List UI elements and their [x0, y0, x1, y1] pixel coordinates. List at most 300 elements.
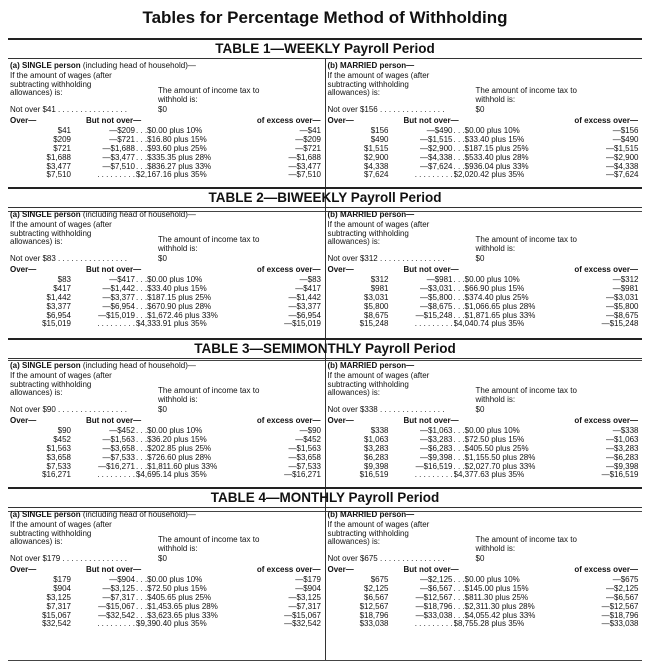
not-over-line: [328, 255, 638, 264]
of-excess-header: of excess over—: [574, 416, 638, 425]
not-over-value: . . . . . . . . .: [97, 619, 135, 629]
excess-value: —$2,900: [606, 152, 639, 162]
tax-value: . . .$33.40 plus 15%: [136, 284, 207, 293]
tax-value: . . .$0.00 plus 10%: [136, 276, 203, 284]
tax-value: . . .$836.27 plus 33%: [136, 162, 212, 171]
married-section: [326, 508, 643, 660]
if-amount-text: If the amount of wages (after subtracting withholding allowances) is:: [327, 71, 430, 97]
section-heading-label: (a) SINGLE person: [10, 210, 81, 219]
not-over-value: —$33,038: [415, 610, 453, 620]
table-row: [8, 471, 325, 480]
bracket-rows: [326, 427, 643, 480]
tax-value: . . .$1,811.60 plus 33%: [136, 462, 218, 471]
over-header: Over—: [327, 116, 354, 125]
withholding-table: [8, 38, 642, 212]
not-over-text: Not over $675 . . . . . . . . . . . . . . .: [327, 554, 445, 563]
zero-value: $0: [475, 405, 485, 414]
not-over-value: —$3,283: [420, 434, 453, 444]
over-value: $6,954: [46, 310, 71, 320]
over-value: $41: [57, 126, 71, 135]
excess-value: —$156: [612, 126, 639, 135]
excess-value: —$675: [612, 575, 639, 584]
tax-value: . . .$187.15 plus 25%: [453, 144, 529, 153]
over-value: $16,271: [42, 470, 71, 480]
over-value: $490: [370, 134, 389, 144]
over-value: $1,442: [46, 292, 71, 302]
not-over-value: . . . . . . . . .: [97, 170, 135, 180]
not-over-value: . . . . . . . . .: [414, 319, 453, 329]
over-value: $981: [370, 283, 389, 293]
section-heading-label: (b) MARRIED person—: [327, 210, 415, 219]
excess-value: —$4,338: [606, 161, 639, 171]
not-over-value: —$904: [109, 575, 135, 584]
over-value: $1,563: [46, 443, 71, 453]
over-value: $90: [57, 426, 71, 435]
over-header: Over—: [327, 416, 354, 425]
over-header: Over—: [327, 265, 354, 274]
tax-value: . . .$72.50 plus 15%: [136, 584, 207, 593]
tax-value: . . .$0.00 plus 10%: [136, 127, 203, 135]
excess-value: —$3,125: [288, 592, 321, 602]
bracket-rows: [8, 427, 325, 480]
section-heading-label: (a) SINGLE person: [10, 510, 81, 519]
excess-value: —$6,954: [288, 310, 321, 320]
table-row: [326, 320, 643, 329]
tax-value: $4,377.63 plus 35%: [453, 471, 525, 480]
over-value: $675: [370, 575, 389, 584]
table-title: TABLE 3—SEMIMONTHLY Payroll Period: [8, 338, 642, 359]
not-over-value: —$3,031: [420, 283, 453, 293]
over-value: $16,519: [359, 470, 389, 480]
over-value: $7,510: [46, 170, 71, 180]
zero-value: $0: [158, 105, 167, 114]
excess-value: —$1,563: [288, 443, 321, 453]
over-value: $9,398: [364, 461, 389, 471]
excess-value: —$312: [612, 275, 639, 284]
over-value: $3,477: [46, 161, 71, 171]
not-over-value: —$417: [109, 275, 135, 284]
not-over-value: —$1,563: [102, 434, 135, 444]
not-over-value: —$1,442: [102, 283, 135, 293]
tax-value: . . .$405.65 plus 25%: [136, 593, 212, 602]
excess-value: —$209: [295, 134, 321, 144]
excess-value: —$5,800: [606, 301, 639, 311]
not-over-value: —$7,510: [102, 161, 135, 171]
excess-value: —$15,248: [601, 319, 639, 329]
tax-value: . . .$670.90 plus 28%: [136, 302, 212, 311]
not-over-value: . . . . . . . . .: [97, 319, 135, 329]
tax-value: . . .$533.40 plus 28%: [453, 153, 529, 162]
over-value: $3,031: [364, 292, 389, 302]
tax-value: . . .$0.00 plus 10%: [453, 576, 520, 584]
over-value: $15,248: [359, 319, 389, 329]
not-over-value: —$1,063: [420, 426, 453, 435]
over-value: $83: [57, 275, 71, 284]
not-over-line: [10, 255, 320, 264]
over-value: $12,567: [359, 601, 389, 611]
not-over-value: —$2,125: [420, 575, 453, 584]
but-not-over-header: But not over—: [86, 116, 142, 125]
zero-value: $0: [475, 105, 485, 114]
excess-value: —$16,271: [284, 470, 321, 480]
excess-value: —$417: [295, 283, 321, 293]
withholding-table: [8, 487, 642, 661]
but-not-over-header: But not over—: [86, 265, 142, 274]
tax-value: . . .$36.20 plus 15%: [136, 435, 207, 444]
excess-value: —$3,477: [288, 161, 321, 171]
not-over-value: —$15,019: [98, 310, 135, 320]
tax-to-withhold-text: The amount of income tax to withhold is:: [475, 386, 577, 404]
of-excess-header: of excess over—: [256, 265, 321, 274]
tax-to-withhold-text: The amount of income tax to withhold is:: [158, 535, 260, 553]
bracket-rows: [8, 276, 325, 329]
not-over-line: [328, 406, 638, 415]
not-over-text: Not over $83 . . . . . . . . . . . . . . . .: [10, 254, 127, 263]
not-over-value: —$12,567: [415, 592, 453, 602]
over-header: Over—: [327, 565, 354, 574]
excess-value: —$904: [295, 583, 321, 593]
not-over-value: —$15,248: [415, 310, 453, 320]
tax-value: . . .$1,453.65 plus 28%: [136, 602, 218, 611]
of-excess-header: of excess over—: [256, 565, 321, 574]
section-heading-note: (including head of household)—: [80, 61, 196, 70]
bracket-rows: [8, 127, 325, 180]
tax-to-withhold-text: The amount of income tax to withhold is:: [475, 86, 577, 104]
excess-value: —$90: [299, 426, 321, 435]
not-over-value: —$16,519: [415, 461, 453, 471]
excess-value: —$15,019: [284, 319, 321, 329]
not-over-value: —$1,515: [420, 134, 453, 144]
excess-value: —$452: [295, 434, 321, 444]
not-over-value: —$9,398: [420, 452, 453, 462]
withholding-table: [8, 338, 642, 512]
section-heading-label: (b) MARRIED person—: [327, 61, 415, 70]
not-over-value: —$6,283: [420, 443, 453, 453]
over-value: $452: [53, 434, 71, 444]
tax-value: . . .$3,623.65 plus 33%: [136, 611, 218, 620]
tax-value: $9,390.40 plus 35%: [136, 620, 207, 629]
not-over-value: —$3,658: [102, 443, 135, 453]
over-value: $904: [53, 583, 71, 593]
not-over-text: Not over $90 . . . . . . . . . . . . . . . .: [10, 405, 127, 414]
excess-value: —$8,675: [606, 310, 639, 320]
excess-value: —$7,317: [288, 601, 321, 611]
not-over-value: —$7,624: [420, 161, 453, 171]
tax-value: . . .$0.00 plus 10%: [453, 427, 520, 435]
but-not-over-header: But not over—: [86, 565, 142, 574]
excess-value: —$1,442: [288, 292, 321, 302]
not-over-value: —$2,900: [420, 143, 453, 153]
tax-to-withhold-text: The amount of income tax to withhold is:: [475, 535, 577, 553]
not-over-text: Not over $338 . . . . . . . . . . . . . . .: [327, 405, 445, 414]
not-over-value: —$8,675: [420, 301, 453, 311]
but-not-over-header: But not over—: [403, 416, 459, 425]
not-over-text: Not over $41 . . . . . . . . . . . . . . . .: [10, 105, 127, 114]
not-over-line: [10, 106, 320, 115]
over-value: $2,125: [364, 583, 389, 593]
tax-value: . . .$2,027.70 plus 33%: [453, 462, 536, 471]
not-over-value: —$3,377: [102, 292, 135, 302]
tax-value: . . .$335.35 plus 28%: [136, 153, 212, 162]
page-title: Tables for Percentage Method of Withholding: [142, 8, 508, 27]
over-value: $209: [53, 134, 71, 144]
table-row: [8, 620, 325, 629]
not-over-value: —$452: [109, 426, 135, 435]
tax-value: . . .$0.00 plus 10%: [136, 427, 203, 435]
over-value: $7,624: [364, 170, 389, 180]
bracket-rows: [8, 576, 325, 629]
excess-value: —$32,542: [284, 619, 321, 629]
if-amount-text: If the amount of wages (after subtracting withholding allowances) is:: [10, 520, 112, 546]
but-not-over-header: But not over—: [403, 265, 459, 274]
tax-value: . . .$1,871.65 plus 33%: [453, 311, 536, 320]
tax-value: . . .$16.80 plus 15%: [136, 135, 207, 144]
if-amount-text: If the amount of wages (after subtracting withholding allowances) is:: [327, 371, 430, 397]
over-value: $6,283: [364, 452, 389, 462]
excess-value: —$7,510: [288, 170, 321, 180]
section-heading: [328, 362, 415, 371]
not-over-value: —$32,542: [98, 610, 135, 620]
tax-to-withhold-text: The amount of income tax to withhold is:: [158, 235, 260, 253]
zero-value: $0: [158, 554, 167, 563]
bracket-rows: [326, 127, 643, 180]
tax-value: . . .$0.00 plus 10%: [453, 276, 520, 284]
over-value: $2,900: [364, 152, 389, 162]
over-value: $1,515: [364, 143, 389, 153]
over-value: $338: [370, 426, 389, 435]
of-excess-header: of excess over—: [574, 265, 638, 274]
over-value: $8,675: [364, 310, 389, 320]
tax-value: $2,020.42 plus 35%: [453, 171, 525, 180]
tax-value: . . .$1,672.46 plus 33%: [136, 311, 218, 320]
section-heading: [328, 62, 415, 71]
excess-value: —$15,067: [284, 610, 321, 620]
over-value: $15,067: [42, 610, 71, 620]
excess-value: —$33,038: [601, 619, 639, 629]
over-value: $1,688: [46, 152, 71, 162]
zero-value: $0: [158, 254, 167, 263]
tax-value: . . .$1,155.50 plus 28%: [453, 453, 536, 462]
excess-value: —$2,125: [606, 583, 639, 593]
but-not-over-header: But not over—: [403, 565, 459, 574]
over-header: Over—: [10, 565, 37, 574]
not-over-text: Not over $156 . . . . . . . . . . . . . . .: [327, 105, 445, 114]
section-heading: [328, 211, 415, 220]
over-value: $312: [370, 275, 389, 284]
not-over-value: —$7,533: [102, 452, 135, 462]
not-over-value: —$1,688: [102, 143, 135, 153]
of-excess-header: of excess over—: [256, 416, 321, 425]
over-value: $1,063: [364, 434, 389, 444]
excess-value: —$3,377: [288, 301, 321, 311]
if-amount-text: If the amount of wages (after subtracting withholding allowances) is:: [327, 220, 430, 246]
section-heading-label: (b) MARRIED person—: [327, 510, 415, 519]
tax-value: . . .$187.15 plus 25%: [136, 293, 212, 302]
zero-value: $0: [158, 405, 167, 414]
tax-value: . . .$374.40 plus 25%: [453, 293, 529, 302]
over-value: $33,038: [359, 619, 389, 629]
excess-value: —$18,796: [601, 610, 639, 620]
of-excess-header: of excess over—: [256, 116, 321, 125]
over-header: Over—: [10, 116, 37, 125]
section-heading-label: (b) MARRIED person—: [327, 361, 415, 370]
table-row: [8, 171, 325, 180]
if-amount-text: If the amount of wages (after subtracting withholding allowances) is:: [10, 220, 112, 246]
over-value: $3,658: [46, 452, 71, 462]
excess-value: —$179: [295, 575, 321, 584]
not-over-value: —$490: [426, 126, 453, 135]
section-heading: [328, 511, 415, 520]
not-over-value: —$6,954: [102, 301, 135, 311]
excess-value: —$9,398: [606, 461, 639, 471]
single-section: [8, 508, 326, 660]
zero-value: $0: [475, 554, 485, 563]
excess-value: —$1,515: [606, 143, 639, 153]
but-not-over-header: But not over—: [86, 416, 142, 425]
excess-value: —$12,567: [601, 601, 639, 611]
not-over-line: [328, 555, 638, 564]
tax-value: . . .$0.00 plus 10%: [136, 576, 203, 584]
not-over-value: . . . . . . . . .: [414, 470, 453, 480]
over-value: $7,317: [46, 601, 71, 611]
not-over-value: —$3,477: [102, 152, 135, 162]
tax-value: . . .$4,055.42 plus 33%: [453, 611, 536, 620]
tax-value: . . .$202.85 plus 25%: [136, 444, 212, 453]
section-heading-note: (including head of household)—: [80, 510, 196, 519]
zero-value: $0: [475, 254, 485, 263]
table-row: [326, 471, 643, 480]
tax-to-withhold-text: The amount of income tax to withhold is:: [475, 235, 577, 253]
not-over-value: —$3,125: [102, 583, 135, 593]
not-over-line: [328, 106, 638, 115]
excess-value: —$338: [612, 426, 639, 435]
tax-to-withhold-text: The amount of income tax to withhold is:: [158, 386, 260, 404]
over-value: $15,019: [42, 319, 71, 329]
bracket-rows: [326, 576, 643, 629]
over-value: $6,567: [364, 592, 389, 602]
tax-value: $8,755.28 plus 35%: [453, 620, 525, 629]
excess-value: —$981: [612, 283, 639, 293]
tax-value: . . .$2,311.30 plus 28%: [453, 602, 535, 611]
not-over-value: —$6,567: [420, 583, 453, 593]
over-value: $4,338: [364, 161, 389, 171]
not-over-value: —$18,796: [415, 601, 453, 611]
over-value: $156: [370, 126, 389, 135]
tax-to-withhold-text: The amount of income tax to withhold is:: [158, 86, 260, 104]
excess-value: —$6,283: [606, 452, 639, 462]
over-header: Over—: [10, 265, 37, 274]
excess-value: —$7,533: [288, 461, 321, 471]
over-value: $3,377: [46, 301, 71, 311]
tax-value: . . .$726.60 plus 28%: [136, 453, 212, 462]
tax-value: $4,040.74 plus 35%: [453, 320, 525, 329]
over-value: $32,542: [42, 619, 71, 629]
tax-value: . . .$145.00 plus 15%: [453, 584, 529, 593]
table-row: [326, 171, 643, 180]
excess-value: —$721: [295, 143, 321, 153]
section-heading-note: (including head of household)—: [80, 210, 196, 219]
not-over-value: —$7,317: [102, 592, 135, 602]
not-over-value: —$721: [109, 134, 135, 144]
table-title: TABLE 4—MONTHLY Payroll Period: [8, 487, 642, 508]
over-value: $417: [53, 283, 71, 293]
over-value: $3,125: [46, 592, 71, 602]
over-value: $179: [53, 575, 71, 584]
excess-value: —$1,063: [606, 434, 639, 444]
tax-value: . . .$1,066.65 plus 28%: [453, 302, 536, 311]
tax-value: . . .$0.00 plus 10%: [453, 127, 520, 135]
not-over-value: —$209: [109, 126, 135, 135]
tax-value: . . .$33.40 plus 15%: [453, 135, 525, 144]
if-amount-text: If the amount of wages (after subtracting withholding allowances) is:: [327, 520, 430, 546]
over-value: $18,796: [359, 610, 389, 620]
tax-value: . . .$66.90 plus 15%: [453, 284, 525, 293]
tax-value: . . .$93.60 plus 25%: [136, 144, 207, 153]
if-amount-text: If the amount of wages (after subtracting withholding allowances) is:: [10, 71, 112, 97]
tax-value: $4,333.91 plus 35%: [136, 320, 207, 329]
excess-value: —$7,624: [606, 170, 639, 180]
not-over-value: —$5,800: [420, 292, 453, 302]
tax-value: . . .$405.50 plus 25%: [453, 444, 529, 453]
tax-value: . . .$72.50 plus 15%: [453, 435, 525, 444]
not-over-value: —$16,271: [98, 461, 135, 471]
excess-value: —$1,688: [288, 152, 321, 162]
withholding-table: [8, 187, 642, 361]
over-value: $7,533: [46, 461, 71, 471]
excess-value: —$3,658: [288, 452, 321, 462]
of-excess-header: of excess over—: [574, 565, 638, 574]
excess-value: —$490: [612, 134, 639, 144]
section-heading: [10, 211, 196, 220]
section-heading-note: (including head of household)—: [80, 361, 196, 370]
not-over-value: —$15,067: [98, 601, 135, 611]
not-over-text: Not over $312 . . . . . . . . . . . . . . .: [327, 254, 445, 263]
table-title: TABLE 1—WEEKLY Payroll Period: [8, 38, 642, 59]
section-heading: [10, 362, 196, 371]
not-over-value: . . . . . . . . .: [414, 619, 453, 629]
over-value: $5,800: [364, 301, 389, 311]
excess-value: —$83: [299, 275, 321, 284]
excess-value: —$6,567: [606, 592, 639, 602]
not-over-text: Not over $179 . . . . . . . . . . . . . . .: [10, 554, 127, 563]
tax-value: . . .$811.30 plus 25%: [453, 593, 529, 602]
of-excess-header: of excess over—: [574, 116, 638, 125]
but-not-over-header: But not over—: [403, 116, 459, 125]
not-over-value: . . . . . . . . .: [414, 170, 453, 180]
if-amount-text: If the amount of wages (after subtracting withholding allowances) is:: [10, 371, 112, 397]
table-row: [326, 620, 643, 629]
excess-value: —$41: [299, 126, 321, 135]
table-row: [8, 320, 325, 329]
not-over-value: —$4,338: [420, 152, 453, 162]
excess-value: —$3,283: [606, 443, 639, 453]
section-heading: [10, 511, 196, 520]
section-heading-label: (a) SINGLE person: [10, 61, 81, 70]
bracket-rows: [326, 276, 643, 329]
over-header: Over—: [10, 416, 37, 425]
excess-value: —$3,031: [606, 292, 639, 302]
over-value: $721: [53, 143, 71, 153]
tax-value: $4,695.14 plus 35%: [136, 471, 207, 480]
tax-value: . . .$936.04 plus 33%: [453, 162, 529, 171]
excess-value: —$16,519: [601, 470, 639, 480]
section-heading: [10, 62, 196, 71]
not-over-value: —$981: [426, 275, 453, 284]
not-over-line: [10, 555, 320, 564]
not-over-line: [10, 406, 320, 415]
section-heading-label: (a) SINGLE person: [10, 361, 81, 370]
tax-value: $2,167.16 plus 35%: [136, 171, 207, 180]
